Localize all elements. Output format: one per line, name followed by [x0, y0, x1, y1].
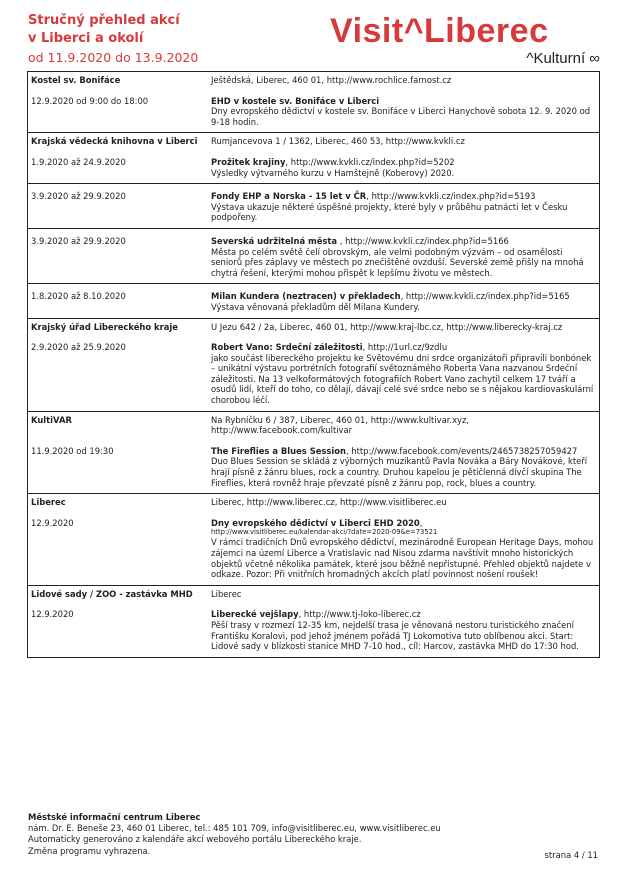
- venue-header-row: [28, 412, 599, 439]
- event-description: Pěší trasy v rozmezí 12-35 km, nejdelší trasa je věnovaná nestoru turistického značení Františku Koralovi, pod jehož jménem pořádá TJ Lokomotiva tuto oblíbenou akci. Start: Lidové sady v blízkosti stanice MHD 7-10 hod., cíl: Harcov, zastávka MHD do 17:30 hod.: [211, 619, 579, 652]
- event-link[interactable]: , http://www.facebook.com/events/2465738257059427: [345, 445, 578, 456]
- venue-name: Liberec: [31, 497, 66, 508]
- event-title-line: [211, 96, 595, 107]
- event-title: Robert Vano: Srdeční záležitosti: [211, 342, 363, 353]
- event-row: [28, 511, 599, 585]
- venue-header-row: [28, 586, 599, 603]
- event-link[interactable]: , http://www.kvkli.cz/index.php?id=5193: [366, 191, 536, 202]
- venue-address: Rumjancevova 1 / 1362, Liberec, 460 53, http://www.kvkli.cz: [211, 136, 465, 147]
- title-line-1: Stručný přehled akcí: [28, 13, 180, 28]
- event-date: 3.9.2020 až 29.9.2020: [31, 235, 126, 246]
- venue-address: Liberec, http://www.liberec.cz, http://www.visitliberec.eu: [211, 497, 447, 508]
- document-title: [28, 12, 180, 48]
- event-description: Výstava ukazuje některé úspěšné projekty, které byly v průběhu patnácti let v Česku podpořeny.: [211, 201, 568, 223]
- visit-liberec-logo: [330, 12, 600, 72]
- venue-header-row: [28, 319, 599, 336]
- event-title: EHD v kostele sv. Bonifáce v Liberci: [211, 95, 380, 106]
- event-title: The Fireflies a Blues Session: [211, 445, 346, 456]
- event-body: [211, 150, 599, 183]
- venue-name: Kostel sv. Bonifáce: [31, 75, 121, 85]
- event-body: [211, 89, 599, 133]
- event-body: [211, 335, 599, 411]
- event-date: 1.8.2020 až 8.10.2020: [31, 291, 126, 302]
- event-date: 12.9.2020 od 9:00 do 18:00: [31, 95, 149, 106]
- event-body: [211, 284, 599, 317]
- event-body: [211, 184, 599, 228]
- venue-header-row: [28, 133, 599, 150]
- event-link[interactable]: , http://www.kvkli.cz/index.php?id=5166: [337, 235, 509, 246]
- event-title-line: [211, 446, 595, 457]
- venue-block: [28, 318, 599, 411]
- venue-block: [28, 411, 599, 494]
- event-link[interactable]: , http://www.kvkli.cz/index.php?id=5202: [285, 156, 455, 167]
- event-title-line: [211, 518, 595, 529]
- logo-subtitle: ^Kulturní ∞: [526, 50, 600, 67]
- event-title-line: [211, 291, 595, 302]
- event-description: Výstava věnovaná překladům děl Milana Kundery.: [211, 301, 420, 312]
- logo-wordmark: Visit^Liberec: [330, 12, 549, 50]
- title-line-2: v Liberci a okolí: [28, 31, 144, 46]
- footer-note-generated: Automaticky generováno z kalendáře akcí webového portálu Libereckého kraje.: [28, 834, 362, 845]
- event-description: V rámci tradičních Dnů evropského dědictví, mezinárodně European Heritage Days, mohou zájemci na území Liberce a Vratislavic nad Nisou zdarma navštívit mnoho historických objektů včetně několika památek, které jsou běžně nepřístupné. Přehled objektů najdete v odkaze. Pozor: Při vnitřních hromadných akcích platí povinnost nošení roušek!: [211, 537, 594, 580]
- footer-org: Městské informační centrum Liberec: [28, 812, 201, 822]
- venue-block: [28, 585, 599, 657]
- event-title: Fondy EHP a Norska - 15 let v ČR: [211, 191, 367, 202]
- event-title-line: [211, 342, 595, 353]
- venue-block: [28, 493, 599, 585]
- event-row: [28, 228, 599, 283]
- date-range: od 11.9.2020 do 13.9.2020: [28, 50, 199, 65]
- venue-header-row: [28, 494, 599, 511]
- event-row: [28, 89, 599, 133]
- event-row: [28, 439, 599, 493]
- event-date: 2.9.2020 až 25.9.2020: [31, 342, 126, 353]
- venue-block: [28, 132, 599, 317]
- event-link[interactable]: ,: [419, 517, 423, 528]
- venue-header-row: [28, 72, 599, 89]
- event-title: Dny evropského dědictví v Liberci EHD 2020: [211, 517, 420, 528]
- footer-note-changes: Změna programu vyhrazena.: [28, 845, 151, 856]
- events-table: [27, 71, 600, 658]
- footer-address: nám. Dr. E. Beneše 23, 460 01 Liberec, tel.: 485 101 709, info@visitliberec.eu, www.visitliberec.eu: [28, 823, 441, 834]
- event-description: jako součást libereckého projektu ke Světovému dni srdce organizátoři připravili bonbónek – unikátní výstavu portrétních fotografií světoznámého Roberta Vana nazvanou Srdeční záležitosti. Na 13 velkoformátových fotografiích Robert Vano zachytil celkem 17 tváří a osudů lidí, kteří do toho, co dělají, dávají celé své srdce nebo se s nějakou kardiovaskulární chorobou léčí.: [211, 352, 594, 406]
- event-date: 3.9.2020 až 29.9.2020: [31, 191, 126, 202]
- event-row: [28, 335, 599, 411]
- event-description: Dny evropského dědictví v kostele sv. Bonifáce v Liberci Hanychově sobota 12. 9. 2020 od 9-18 hodin.: [211, 106, 591, 127]
- event-title: Severská udržitelná města: [211, 235, 338, 246]
- event-row: [28, 183, 599, 228]
- event-row: [28, 602, 599, 656]
- page-number: strana 4 / 11: [544, 850, 598, 860]
- event-body: [211, 511, 599, 585]
- event-link[interactable]: , http://1url.cz/9zdlu: [362, 342, 448, 353]
- venue-address: Liberec: [211, 588, 242, 599]
- event-body: [211, 229, 599, 283]
- venue-block: [28, 72, 599, 132]
- event-description: Výsledky výtvarného kurzu v Hamštejně (Koberovy) 2020.: [211, 167, 455, 178]
- venue-name: Krajský úřad Libereckého kraje: [31, 321, 178, 332]
- event-url[interactable]: http://www.visitliberec.eu/kalendar-akci/?date=2020-09&e=73521: [211, 528, 438, 537]
- event-title: Prožitek krajiny: [211, 156, 286, 167]
- event-title-line: [211, 609, 595, 620]
- event-title: Milan Kundera (neztracen) v překladech: [211, 291, 401, 302]
- venue-name: KultiVAR: [31, 414, 72, 425]
- event-body: [211, 602, 599, 656]
- venue-address: U Jezu 642 / 2a, Liberec, 460 01, http://www.kraj-lbc.cz, http://www.liberecky-kraj.cz: [211, 321, 563, 332]
- event-link[interactable]: , http://www.tj-loko-liberec.cz: [298, 609, 421, 620]
- event-date: 12.9.2020: [31, 609, 74, 620]
- event-title: Liberecké vejšlapy: [211, 609, 299, 620]
- venue-address: Ještědská, Liberec, 460 01, http://www.rochlice.farnost.cz: [211, 75, 452, 85]
- venue-name: Krajská vědecká knihovna v Liberci: [31, 136, 198, 147]
- event-row: [28, 283, 599, 317]
- event-date: 11.9.2020 od 19:30: [31, 445, 114, 456]
- event-title-line: [211, 157, 595, 168]
- venue-address: Na Rybníčku 6 / 387, Liberec, 460 01, http://www.kultivar.xyz, http://www.facebook.com/kultivar: [211, 414, 470, 436]
- event-body: [211, 439, 599, 493]
- event-date: 12.9.2020: [31, 517, 74, 528]
- event-link[interactable]: , http://www.kvkli.cz/index.php?id=5165: [400, 291, 570, 302]
- event-title-line: [211, 191, 595, 202]
- event-title-line: [211, 236, 595, 247]
- event-date: 1.9.2020 až 24.9.2020: [31, 156, 126, 167]
- footer: [28, 812, 598, 857]
- event-description: Města po celém světě čelí obrovským, ale velmi podobným výzvám – od osamělosti seniorů přes záplavy ve městech po znečištěné ovzduší. Severské země přišly na mnohá chytrá řešení, kterými mohou přispět k lepšímu životu ve městech.: [211, 246, 584, 278]
- event-row: [28, 150, 599, 183]
- event-description: Duo Blues Session se skládá z výborných muzikantů Pavla Nováka a Báry Novákové, kteří hrají písně z žánru blues, rock a country. Druhou kapelou je pětičlenná dívčí skupina The Fireflies, která rovněž hraje převzaté písně z žánru pop, rock, blues a country.: [211, 456, 588, 488]
- venue-name: Lidové sady / ZOO - zastávka MHD: [31, 588, 193, 599]
